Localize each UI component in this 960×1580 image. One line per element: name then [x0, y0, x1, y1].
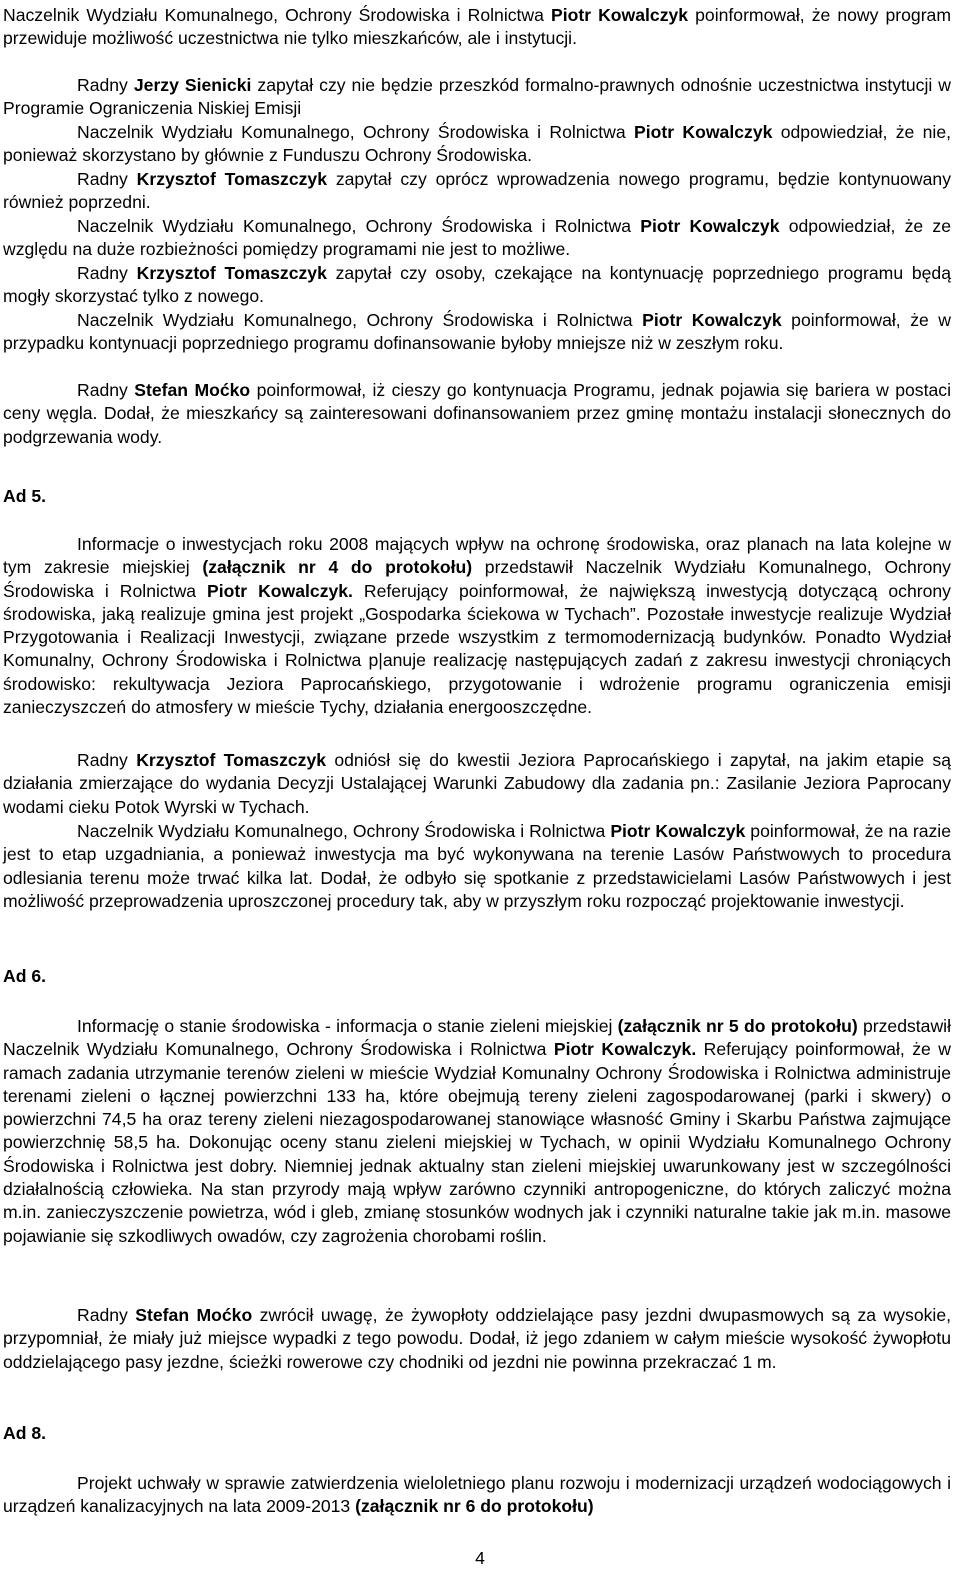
- bold-text: Piotr Kowalczyk.: [553, 1039, 697, 1060]
- text-run: Naczelnik Wydziału Komunalnego, Ochrony Środowiska i Rolnictwa: [77, 821, 611, 841]
- text-run: Referujący poinformował, że w ramach zadania utrzymanie terenów zieleni w mieście Wydział Komunalny Ochrony Środowiska i Rolnictwa administruje terenami zieleni o łącznej powierzchni 133 ha, które obejmują tereny zieleni zagospodarowanej (parki i skwery) o powierzchni 74,5 ha oraz tereny zieleni niezagospodarowanej stanowiące własność Gminy i Skarbu Państwa zajmujące powierzchnię 58,5 ha. Dokonując oceny stanu zieleni miejskiej w Tychach, w opinii Wydziału Komunalnego Ochrony Środowiska i Rolnictwa jest dobry. Niemniej jednak aktualny stan zieleni miejskiej uwarunkowany jest w szczególności działalnością człowieka. Na stan przyrody mają wpływ zarówno czynniki antropogeniczne, do których zaliczyć można m.in. zanieczyszczenie powietrza, wód i gleb, zmianę stosunków wodnych jak i czynniki naturalne takie jak m.in. masowe pojawianie się szkodliwych owadów, czy zagrożenia chorobami roślin.: [3, 1039, 951, 1246]
- page-number: 4: [475, 1548, 485, 1568]
- text-run: przedstawił Naczelnik Wydziału Komunalnego, Ochrony Środowiska i Rolnictwa: [3, 1016, 951, 1060]
- text-run: zapytał czy nie będzie przeszkód formalno-prawnych odnośnie uczestnictwa instytucji w Programie Ograniczenia Niskiej Emisji: [3, 75, 952, 119]
- section-heading-ad8: Ad 8.: [3, 1423, 47, 1443]
- text-run: Informacje o inwestycjach roku 2008 mających wpływ na ochronę środowiska, oraz planach na lata kolejne w tym zakresie miejskiej: [3, 534, 951, 578]
- bold-text: Krzysztof Tomaszczyk: [136, 169, 328, 189]
- text-run: Naczelnik Wydziału Komunalnego, Ochrony Środowiska i Rolnictwa: [77, 216, 641, 236]
- text-run: Naczelnik Wydziału Komunalnego, Ochrony Środowiska i Rolnictwa: [77, 122, 634, 142]
- text-run: Radny: [77, 750, 137, 770]
- text-run: Naczelnik Wydziału Komunalnego, Ochrony Środowiska i Rolnictwa: [77, 310, 643, 330]
- text-run: poinformował, że nowy program przewiduje możliwość uczestnictwa nie tylko mieszkańców, ale i instytucji.: [3, 5, 951, 49]
- paragraph-4: [3, 168, 951, 215]
- text-run: zapytał czy oprócz wprowadzenia nowego programu, będzie kontynuowany również poprzedni.: [3, 169, 952, 213]
- text-run: przedstawił Naczelnik Wydziału Komunalnego, Ochrony Środowiska i Rolnictwa: [3, 557, 951, 601]
- text-run: odpowiedział, że ze względu na duże rozbieżności pomiędzy programami nie jest to możliwe.: [3, 216, 951, 260]
- text-run: Radny: [77, 1305, 136, 1325]
- text-run: odniósł się do kwestii Jeziora Paprocańskiego i zapytał, na jakim etapie są działania zmierzające do wydania Decyzji Ustalającej Warunki Zabudowy dla zadania pn.: Zasilanie Jeziora Paprocany wodami cieku Potok Wyrski w Tychach.: [3, 750, 952, 817]
- text-run: Radny: [77, 380, 135, 400]
- paragraph-12: [3, 1015, 951, 1248]
- paragraph-5: [3, 215, 951, 262]
- text-run: poinformował, że na razie jest to etap uzgadniania, a ponieważ inwestycja ma być wykonywana na terenie Lasów Państwowych to procedura odlesiania terenu może trwać kilka lat. Dodał, że odbyło się spotkanie z przedstawicielami Lasów Państwowych i jest możliwość przeprowadzenia uproszczonej procedury tak, aby w przyszłym roku rozpocząć projektowanie inwestycji.: [3, 821, 951, 911]
- bold-text: (załącznik nr 4 do protokołu): [202, 557, 473, 578]
- paragraph-11: [3, 820, 951, 913]
- bold-text: (załącznik nr 5 do protokołu): [617, 1016, 858, 1036]
- bold-text: Piotr Kowalczyk: [550, 5, 689, 25]
- paragraph-6: [3, 262, 951, 309]
- text-run: Radny: [77, 169, 137, 189]
- text-run: odpowiedział, że nie, ponieważ skorzystano by głównie z Funduszu Ochrony Środowiska.: [3, 122, 951, 166]
- bold-text: Krzysztof Tomaszczyk: [136, 263, 327, 283]
- text-run: Projekt uchwały w sprawie zatwierdzenia wieloletniego planu rozwoju i modernizacji urządzeń wodociągowych i urządzeń kanalizacyjnych na lata 2009-2013: [3, 1473, 951, 1517]
- paragraph-1: [3, 4, 951, 51]
- bold-text: Piotr Kowalczyk: [610, 821, 746, 841]
- bold-text: Jerzy Sienicki: [133, 75, 252, 95]
- paragraph-8: [3, 379, 951, 449]
- text-run: Informację o stanie środowiska - informacja o stanie zieleni miejskiej: [77, 1016, 618, 1036]
- text-run: zapytał czy osoby, czekające na kontynuację poprzedniego programu będą mogły skorzystać tylko z nowego.: [3, 263, 951, 307]
- bold-text: Stefan Moćko: [134, 380, 251, 400]
- bold-text: Piotr Kowalczyk: [640, 216, 780, 236]
- paragraph-10: [3, 749, 951, 819]
- section-heading-ad5: Ad 5.: [3, 486, 47, 506]
- text-run: zwrócił uwagę, że żywopłoty oddzielające pasy jezdni dwupasmowych są za wysokie, przypomniał, że miały już miejsce wypadki z tego powodu. Dodał, iż jego zdaniem w całym mieście wysokość żywopłotu oddzielającego pasy jezdne, ścieżki rowerowe czy chodniki od jezdni nie powinna przekraczać 1 m.: [3, 1305, 951, 1372]
- paragraph-13: [3, 1304, 951, 1374]
- bold-text: Piotr Kowalczyk: [634, 122, 773, 142]
- text-run: poinformował, że w przypadku kontynuacji poprzedniego programu dofinansowanie byłoby mniejsze niż w zeszłym roku.: [3, 310, 951, 354]
- bold-text: Piotr Kowalczyk: [642, 310, 782, 330]
- bold-text: Krzysztof Tomaszczyk: [136, 750, 327, 770]
- text-run: Radny: [77, 263, 137, 283]
- text-run: Referujący poinformował, że największą inwestycją dotyczącą ochrony środowiska, jaką realizuje gmina jest projekt „Gospodarka ściekowa w Tychach”. Pozostałe inwestycje realizuje Wydział Przygotowania i Realizacji Inwestycji, związane przede wszystkim z termomodernizacją budynków. Ponadto Wydział Komunalny, Ochrony Środowiska i Rolnictwa p|anuje realizację następujących zadań z zakresu inwestycji chroniących środowisko: rekultywacja Jeziora Paprocańskiego, przygotowanie i wdrożenie programu ograniczenia emisji zanieczyszczeń do atmosfery w mieście Tychy, działania energooszczędne.: [3, 580, 951, 718]
- text-run: poinformował, iż cieszy go kontynuacja Programu, jednak pojawia się bariera w postaci ceny węgla. Dodał, że mieszkańcy są zainteresowani dofinansowaniem przez gminę montażu instalacji słonecznych do podgrzewania wody.: [3, 380, 951, 447]
- section-heading-ad6: Ad 6.: [3, 966, 47, 986]
- paragraph-2: [3, 74, 951, 121]
- bold-text: (załącznik nr 6 do protokołu): [355, 1496, 594, 1517]
- text-run: Naczelnik Wydziału Komunalnego, Ochrony Środowiska i Rolnictwa: [3, 5, 551, 25]
- bold-text: Piotr Kowalczyk.: [207, 580, 353, 601]
- bold-text: Stefan Moćko: [135, 1305, 253, 1325]
- paragraph-3: [3, 121, 951, 168]
- paragraph-14: [3, 1472, 951, 1519]
- paragraph-7: [3, 309, 951, 356]
- text-run: Radny: [77, 75, 134, 95]
- paragraph-9: [3, 533, 951, 719]
